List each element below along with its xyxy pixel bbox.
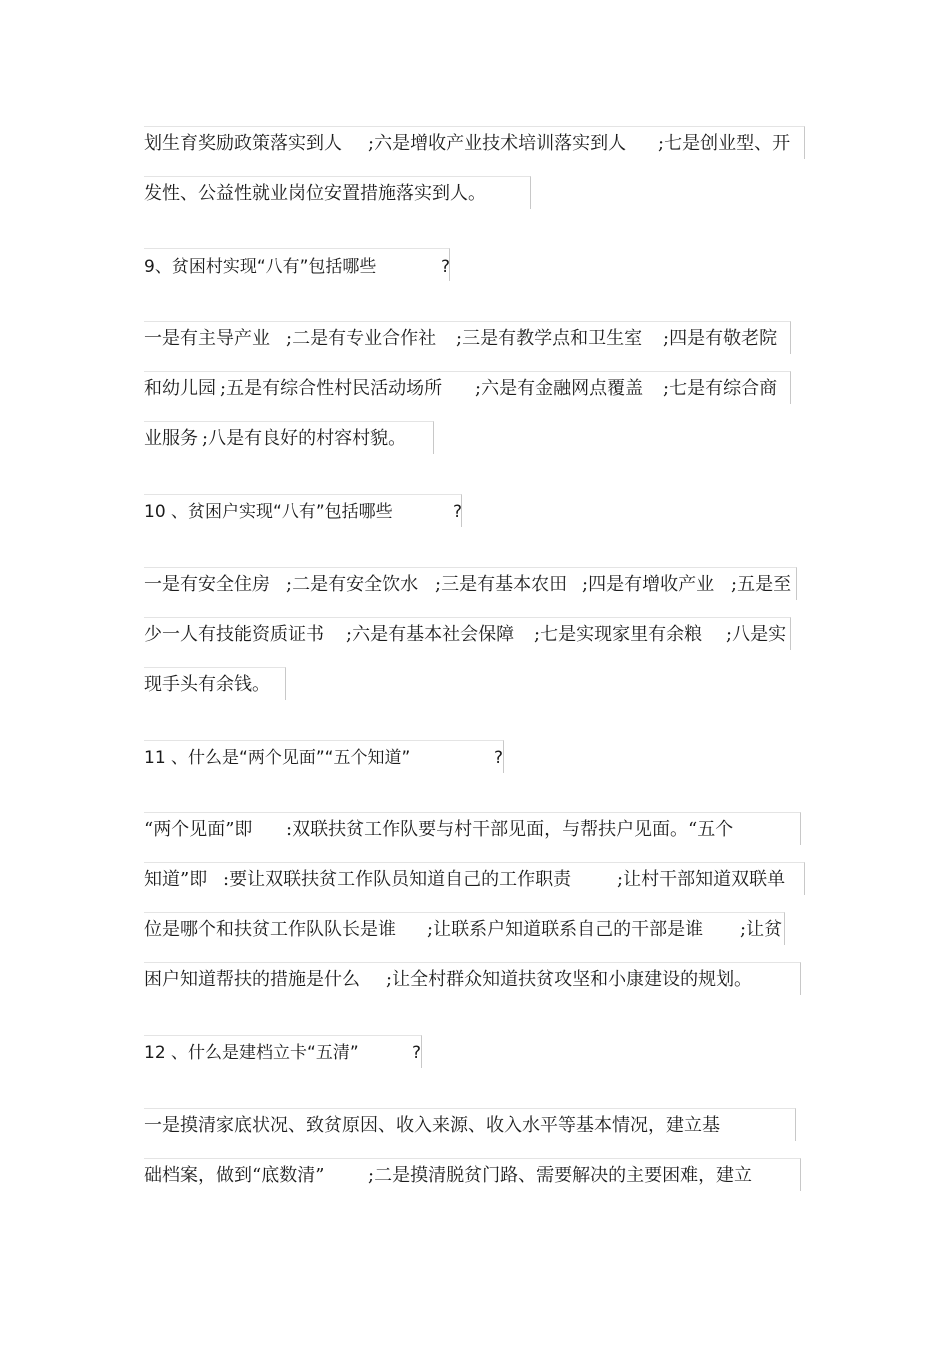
- text-segment: ;二是摸清脱贫门路、需要解决的主要困难，建立: [368, 1165, 753, 1186]
- text-segment: ;二是有安全饮水: [286, 574, 419, 595]
- text-segment: ;让全村群众知道扶贫攻坚和小康建设的规划。: [386, 969, 753, 990]
- text-segment: ;七是有综合商: [663, 378, 778, 399]
- question-mark: ?: [441, 257, 451, 277]
- text-segment: 一是有安全住房: [144, 574, 270, 595]
- text-segment: ;五是至: [731, 574, 792, 595]
- text-segment: ;五是有综合性村民活动场所: [220, 378, 443, 399]
- text-segment: 知道”即: [144, 869, 208, 890]
- text-segment: 础档案，做到“底数清”: [144, 1165, 325, 1186]
- text-segment: ;八是实: [726, 624, 787, 645]
- text-segment: 发性、公益性就业岗位安置措施落实到人。: [144, 183, 486, 204]
- question-mark: ?: [412, 1043, 422, 1063]
- text-segment: ;二是有专业合作社: [286, 328, 437, 349]
- question-text: 10 、贫困户实现“八有”包括哪些: [144, 502, 393, 522]
- text-segment: 划生育奖励政策落实到人: [144, 133, 342, 154]
- text-segment: ;八是有良好的村容村貌。: [202, 428, 407, 449]
- text-segment: “两个见面”即: [144, 819, 253, 840]
- text-segment: 现手头有余钱。: [144, 674, 270, 695]
- text-segment: ;三是有教学点和卫生室: [456, 328, 643, 349]
- question-mark: ?: [494, 748, 504, 768]
- text-segment: ;六是有基本社会保障: [346, 624, 515, 645]
- text-segment: :要让双联扶贫工作队员知道自己的工作职责: [223, 869, 572, 890]
- text-segment: ;让联系户知道联系自己的干部是谁: [427, 919, 704, 940]
- text-segment: 困户知道帮扶的措施是什么: [144, 969, 360, 990]
- text-segment: 业服务: [144, 428, 198, 449]
- text-segment: ;让村干部知道双联单: [617, 869, 786, 890]
- text-segment: ;七是实现家里有余粮: [534, 624, 703, 645]
- text-segment: 和幼儿园: [144, 378, 216, 399]
- text-segment: 少一人有技能资质证书: [144, 624, 324, 645]
- question-mark: ?: [453, 502, 463, 522]
- question-text: 12 、什么是建档立卡“五清”: [144, 1043, 359, 1063]
- text-segment: 位是哪个和扶贫工作队队长是谁: [144, 919, 396, 940]
- question-text: 11 、什么是“两个见面”“五个知道”: [144, 748, 411, 768]
- text-segment: ;四是有增收产业: [582, 574, 715, 595]
- text-segment: 一是有主导产业: [144, 328, 270, 349]
- text-segment: :双联扶贫工作队要与村干部见面，与帮扶户见面。“五个: [286, 819, 734, 840]
- text-segment: 一是摸清家底状况、致贫原因、收入来源、收入水平等基本情况，建立基: [144, 1115, 720, 1136]
- text-segment: ;让贫: [740, 919, 783, 940]
- text-segment: ;六是有金融网点覆盖: [475, 378, 644, 399]
- text-segment: ;四是有敬老院: [663, 328, 778, 349]
- text-segment: ;六是增收产业技术培训落实到人: [368, 133, 627, 154]
- text-segment: ;三是有基本农田: [435, 574, 568, 595]
- text-segment: ;七是创业型、开: [658, 133, 791, 154]
- question-text: 9、贫困村实现“八有”包括哪些: [144, 257, 377, 277]
